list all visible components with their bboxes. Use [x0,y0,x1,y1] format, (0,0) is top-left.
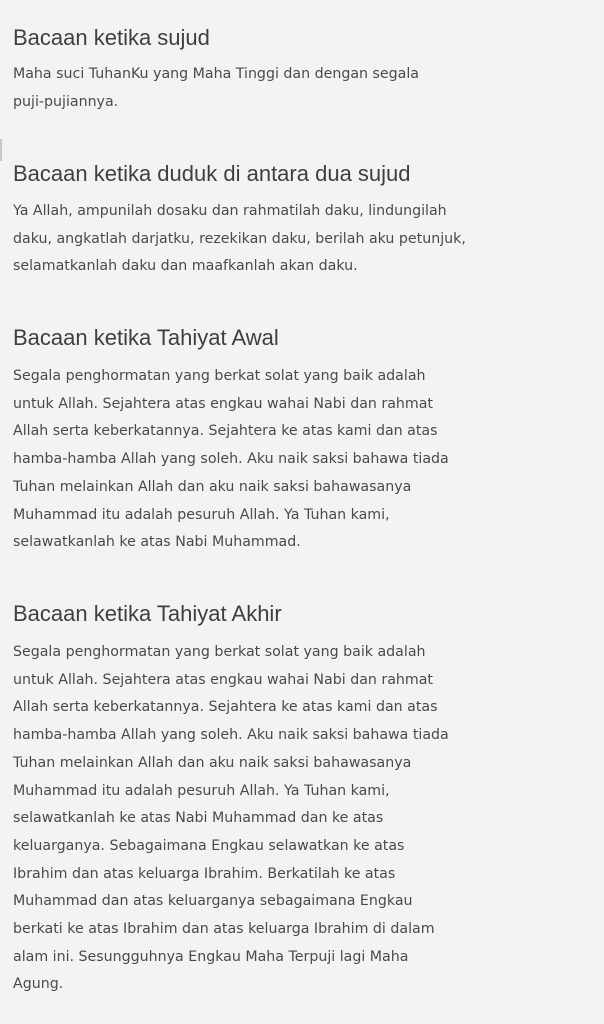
text-line: Agung. [13,976,64,993]
section-body [13,639,573,999]
text-line: Segala penghormatan yang berkat solat yang baik adalah [13,368,426,384]
section-body [13,198,573,281]
section-heading: Bacaan ketika Tahiyat Akhir [13,601,282,626]
section-heading: Bacaan ketika duduk di antara dua sujud [13,161,411,186]
text-line: Muhammad itu adalah pesuruh Allah. Ya Tuhan kami, [13,506,390,523]
text-line: Allah serta keberkatannya. Sejahtera ke atas kami dan atas [13,423,438,440]
section-tahiyat-awal [13,324,573,557]
text-line: Ibrahim dan atas keluarga Ibrahim. Berkatilah ke atas [13,865,396,882]
section-body [13,61,573,116]
text-line: alam ini. Sesungguhnya Engkau Maha Terpuji lagi Maha [13,948,409,965]
text-line: untuk Allah. Sejahtera atas engkau wahai Nabi dan rahmat [13,671,433,688]
text-line: Segala penghormatan yang berkat solat yang baik adalah [13,644,426,660]
section-heading: Bacaan ketika Tahiyat Awal [13,325,279,350]
section-body [13,363,573,557]
text-line: selawatkanlah ke atas Nabi Muhammad dan ke atas [13,810,384,827]
text-line: Allah serta keberkatannya. Sejahtera ke atas kami dan atas [13,699,438,716]
text-line: berkati ke atas Ibrahim dan atas keluarga Ibrahim di dalam [13,921,435,938]
text-line: selamatkanlah daku dan maafkanlah akan daku. [13,258,358,275]
section-sujud [13,24,573,116]
section-duduk-antara-dua-sujud [13,160,573,281]
text-line: selawatkanlah ke atas Nabi Muhammad. [13,534,301,551]
text-line: keluarganya. Sebagaimana Engkau selawatkan ke atas [13,837,405,854]
text-line: Ya Allah, ampunilah dosaku dan rahmatilah daku, lindungilah [13,203,447,219]
text-line: Tuhan melainkan Allah dan aku naik saksi bahawasanya [13,478,412,495]
edge-divider [0,139,2,161]
text-line: Muhammad dan atas keluarganya sebagaimana Engkau [13,893,413,910]
text-line: Tuhan melainkan Allah dan aku naik saksi bahawasanya [13,754,412,771]
text-line: Muhammad itu adalah pesuruh Allah. Ya Tuhan kami, [13,782,390,799]
text-line: puji-pujiannya. [13,93,119,110]
text-line: untuk Allah. Sejahtera atas engkau wahai Nabi dan rahmat [13,395,433,412]
text-line: Maha suci TuhanKu yang Maha Tinggi dan dengan segala [13,66,419,82]
section-heading: Bacaan ketika sujud [13,25,210,50]
text-line: daku, angkatlah darjatku, rezekikan daku, berilah aku petunjuk, [13,230,466,247]
text-line: hamba-hamba Allah yang soleh. Aku naik saksi bahawa tiada [13,727,449,744]
section-tahiyat-akhir [13,600,573,999]
text-line: hamba-hamba Allah yang soleh. Aku naik saksi bahawa tiada [13,451,449,468]
